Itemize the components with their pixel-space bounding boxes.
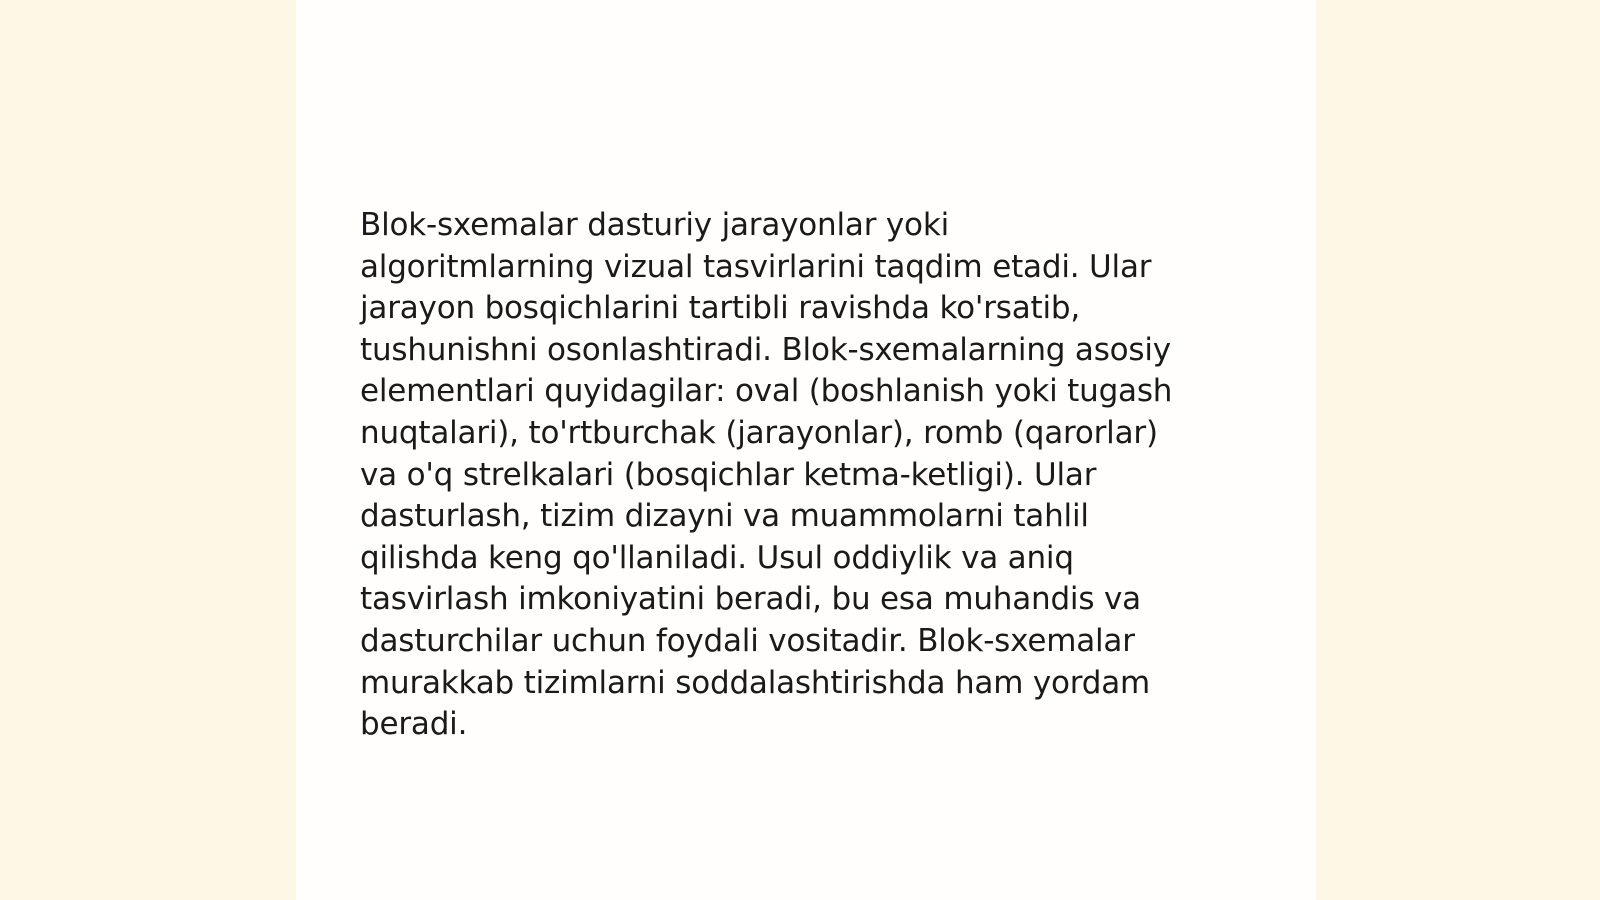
- left-background-panel: [0, 0, 296, 900]
- right-background-panel: [1316, 0, 1600, 900]
- slide-body-text: Blok-sxemalar dasturiy jarayonlar yoki algoritmlarning vizual tasvirlarini taqdim etadi. Ular jarayon bosqichlarini tartibli ravishda ko'rsatib, tushunishni osonlashtiradi. Blok-sxemalarning asosiy elementlari quyidagilar: oval (boshlanish yoki tugash nuqtalari), to'rtburchak (jarayonlar), romb (qarorlar) va o'q strelkalari (bosqichlar ketma-ketligi). Ular dasturlash, tizim dizayni va muammolarni tahlil qilishda keng qo'llaniladi. Usul oddiylik va aniq tasvirlash imkoniyatini beradi, bu esa muhandis va dasturchilar uchun foydali vositadir. Blok-sxemalar murakkab tizimlarni soddalashtirishda ham yordam beradi.: [360, 207, 1173, 743]
- slide: [296, 0, 1316, 900]
